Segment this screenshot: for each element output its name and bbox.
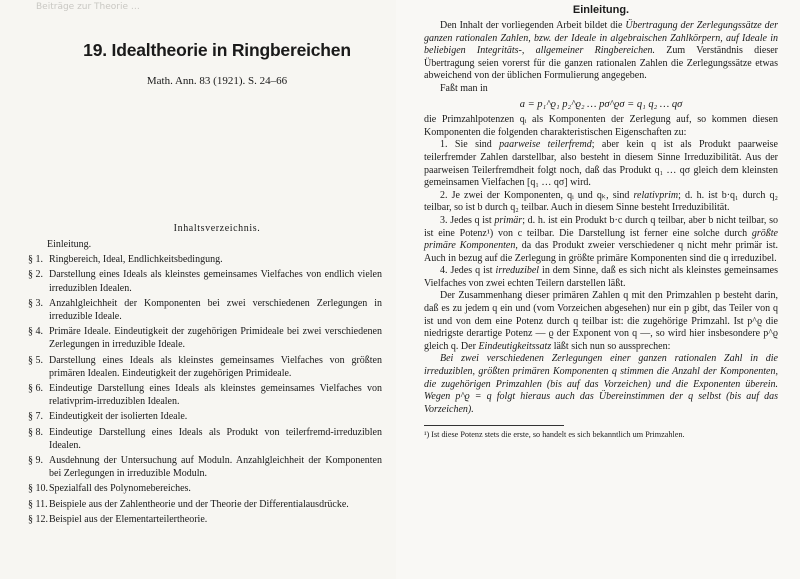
toc-entry-number: § 7. (28, 411, 43, 423)
toc-entry (28, 382, 382, 408)
toc-entry-number: § 10. (28, 483, 48, 495)
theorem-statement: Bei zwei verschiedenen Zerlegungen einer ganzen rationalen Zahl in die irreduziblen, größten primären Komponenten q stimmen die Anzahl der Komponenten, die zugehörigen Primzahlen (bis auf das Vorzeichen) und die Exponenten überein. Wegen p^ϱ = q folgt hieraus auch das Übereinstimmen der q selbst (bis auf das Vorzeichen). (424, 353, 778, 415)
toc-entry-number: § 8. (28, 426, 43, 438)
toc-entry-number: § 5. (28, 354, 43, 366)
body-text (424, 20, 778, 416)
emphasis-text: größte primäre Komponenten (424, 227, 778, 252)
toc-entry-text: Eindeutigkeit der isolierten Ideale. (49, 411, 188, 423)
text-run: in dem Sinne, daß es sich nicht als kleinstes gemeinsames Vielfaches von zwei echten Teilern darstellen läßt. (424, 265, 779, 289)
emphasis-text: irreduzibel (495, 265, 540, 277)
toc-entry (28, 297, 382, 323)
text-run: ; aber kein q ist als Produkt paarweise teilerfremder Zahlen darstellbar, also besteht in diesem Sinne Irreduzibilität. Aus der paarweisen Teilerfremdheit folgt noch, daß das Produkt q₁ … qσ gleich dem kleinsten gemeinsamen Vielfachen [q₁ … qσ] wird. (424, 139, 778, 189)
toc-entry-number: § 9. (28, 455, 43, 467)
emphasis-text: Übertragung der Zerlegungssätze der ganzen rationalen Zahlen, bzw. der Ideale in algebraischen Zahlkörpern, auf Ideale in beliebigen Integritäts-, allgemeiner Ringbereichen. (424, 20, 778, 57)
text-run: Zum Verständnis dieser Übertragung seien vorerst für die ganzen rationalen Zahlen die Zerlegungssätze etwas abweichend von der üblichen Formulierung angegeben. (424, 45, 778, 82)
toc-entry-number: § 1. (28, 254, 43, 266)
toc-entry-text: Darstellung eines Ideals als kleinstes gemeinsames Vielfaches von endlich vielen irreduziblen Idealen. (49, 269, 382, 294)
toc-entry-text: Beispiele aus der Zahlentheorie und der Theorie der Differentialausdrücke. (49, 498, 349, 510)
formula: a = p₁^ϱ₁ p₂^ϱ₂ … pσ^ϱσ = q₁ q₂ … qσ (519, 98, 683, 110)
paragraph (424, 290, 778, 353)
toc-entry-number: § 4. (28, 326, 43, 338)
toc-intro-entry: Einleitung. (47, 239, 92, 250)
bleed-through-text: Beiträge zur Theorie … (36, 2, 140, 12)
section-heading: Einleitung. (572, 4, 630, 16)
text-run: , da das Produkt zweier verschiedener q nicht mehr primär ist. Auch in bezug auf die Zerlegung in größte primäre Komponenten sind die q irreduzibel. (424, 240, 778, 264)
toc-entry-number: § 11. (28, 498, 48, 510)
emphasis-text: relativprim (633, 189, 679, 201)
toc-entry-text: Ringbereich, Ideal, Endlichkeitsbedingung. (49, 254, 223, 266)
text-run: ; d. h. ist b·q₁ durch q₂ teilbar, so ist b durch q₂ teilbar. Auch in diesem Sinne besteht Irreduzibilität. (424, 189, 778, 214)
toc-entry-number: § 3. (28, 297, 43, 309)
text-run: 2. Je zwei der Komponenten, qᵢ und qₖ, sind (440, 189, 634, 201)
numbered-item (424, 139, 778, 189)
toc-entry (28, 253, 382, 266)
text-run: läßt sich nun so aussprechen: (551, 340, 671, 352)
numbered-item (424, 265, 778, 290)
toc-entry (28, 454, 382, 480)
publication-reference: Math. Ann. 83 (1921). S. 24–66 (146, 75, 288, 87)
toc-entry (28, 268, 382, 294)
text-run: 1. Sie sind (440, 139, 500, 151)
emphasis-text: paarweise teilerfremd (499, 139, 592, 151)
paragraph (424, 20, 778, 83)
toc-entry-text: Anzahlgleichheit der Komponenten bei zwei verschiedenen Zerlegungen in irreduzible Ideale. (49, 297, 382, 323)
paragraph: Faßt man in (440, 82, 488, 94)
toc-entry-text: Primäre Ideale. Eindeutigkeit der zugehörigen Primideale bei zwei verschiedenen Zerlegungen in irreduzible Ideale. (49, 326, 382, 351)
left-page (0, 0, 396, 579)
toc-heading: Inhaltsverzeichnis. (173, 223, 261, 234)
toc-entry-text: Eindeutige Darstellung eines Ideals als Produkt von teilerfremd-irreduziblen Idealen. (49, 426, 382, 451)
numbered-item (424, 190, 778, 215)
toc-entry-text: Darstellung eines Ideals als kleinstes gemeinsames Vielfaches von größten primären Idealen. Eindeutigkeit der zugehörigen Primideale. (49, 354, 382, 379)
toc-entry (28, 354, 382, 380)
table-of-contents (28, 238, 382, 526)
toc-entry-text: Ausdehnung der Untersuchung auf Moduln. Anzahlgleichheit der Komponenten bei Zerlegungen in irreduzible Moduln. (49, 455, 382, 480)
emphasis-text: primär (494, 214, 523, 226)
text-run: 3. Jedes q ist (440, 214, 495, 226)
toc-entry (28, 426, 382, 452)
text-run: Den Inhalt der vorliegenden Arbeit bildet die (440, 20, 626, 31)
toc-entry (28, 482, 382, 495)
toc-entry (28, 410, 382, 423)
numbered-item (424, 215, 778, 265)
toc-entry (28, 513, 382, 526)
paragraph: die Primzahlpotenzen qᵢ als Komponenten der Zerlegung auf, so kommen diesen Komponenten die folgenden charakteristischen Eigenschaften zu: (424, 114, 778, 138)
footnote-rule (424, 425, 564, 426)
toc-entry-text: Eindeutige Darstellung eines Ideals als kleinstes gemeinsames Vielfaches von relativprim-irreduziblen Idealen. (49, 383, 382, 408)
toc-entry-text: Beispiel aus der Elementarteilertheorie. (49, 513, 208, 525)
text-run: ; d. h. ist ein Produkt b·c durch q teilbar, aber b nicht teilbar, so ist eine Potenz¹) von c teilbar. Die Darstellung ist ferner eine solche durch (424, 214, 779, 239)
toc-entry-text: Spezialfall des Polynomebereiches. (49, 483, 191, 495)
footnote: ¹) Ist diese Potenz stets die erste, so handelt es sich bekanntlich um Primzahlen. (424, 430, 685, 440)
toc-entry (28, 498, 382, 511)
toc-entry (28, 325, 382, 351)
emphasis-text: Eindeutigkeitssatz (478, 340, 552, 352)
toc-entry-number: § 6. (28, 383, 43, 395)
toc-entry-number: § 2. (28, 269, 43, 281)
chapter-title: 19. Idealtheorie in Ringbereichen (83, 40, 351, 60)
text-run: 4. Jedes q ist (440, 265, 496, 277)
text-run: Der Zusammenhang dieser primären Zahlen q mit den Primzahlen p besteht darin, daß es zu jedem q ein und (vom Vorzeichen abgesehen) nur ein p gibt, das Teiler von q ist und von dem eine Potenz durch q teilbar ist: die zugehörige Primzahl. Ist p^ϱ die niedrigste derartige Potenz — ϱ der Exponent von q —, so wird hier insbesondere p^ϱ gleich q. Der (424, 290, 778, 352)
toc-entry-number: § 12. (28, 513, 48, 525)
right-page (396, 0, 800, 579)
